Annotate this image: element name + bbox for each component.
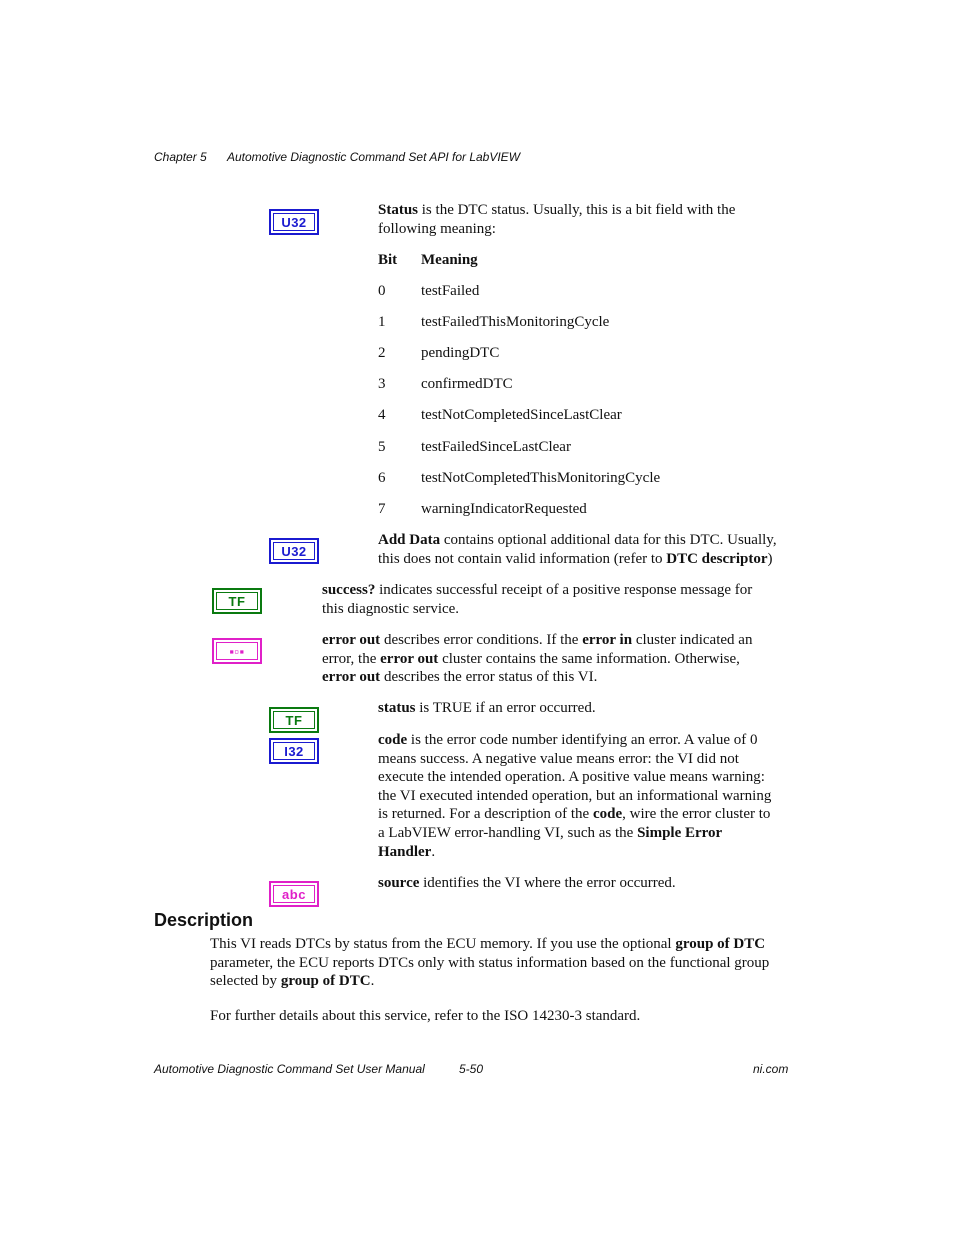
bit-value: 7 xyxy=(378,501,386,517)
error-status-term: status xyxy=(378,700,416,716)
bit-value: 6 xyxy=(378,470,386,486)
i32-indicator-icon: I32 xyxy=(269,738,319,764)
footer-manual-title: Automotive Diagnostic Command Set User Manual xyxy=(154,1062,425,1076)
bit-value: 1 xyxy=(378,314,386,330)
bit-column-header: Bit xyxy=(378,252,398,268)
bit-meaning: testNotCompletedSinceLastClear xyxy=(421,407,622,423)
bit-meaning: confirmedDTC xyxy=(421,376,513,392)
error-out-description: error out describes error conditions. If the error in cluster indicated an error, the error out cluster contains the same information. Otherwise, error out describes the error status of this VI. xyxy=(322,632,753,686)
success-term: success? xyxy=(322,582,376,598)
boolean-indicator-icon: TF xyxy=(212,588,262,614)
status-description: Status is the DTC status. Usually, this is a bit field with the following meaning: xyxy=(378,202,736,237)
bit-meaning: testNotCompletedThisMonitoringCycle xyxy=(421,470,661,486)
bit-meaning: warningIndicatorRequested xyxy=(421,501,587,517)
dtc-descriptor-ref: DTC descriptor xyxy=(666,550,768,567)
u32-indicator-icon: U32 xyxy=(269,209,319,235)
boolean-indicator-icon: TF xyxy=(269,707,319,733)
bit-value: 3 xyxy=(378,376,386,392)
bit-value: 2 xyxy=(378,345,386,361)
error-status-description: status is TRUE if an error occurred. xyxy=(378,700,596,716)
add-data-term: Add Data xyxy=(378,532,441,548)
bit-meaning: testFailedSinceLastClear xyxy=(421,439,571,455)
status-term: Status xyxy=(378,202,419,218)
bit-meaning: testFailed xyxy=(421,283,480,299)
u32-indicator-icon: U32 xyxy=(269,538,319,564)
error-out-term: error out xyxy=(322,632,381,648)
bit-value: 0 xyxy=(378,283,386,299)
further-details-paragraph: For further details about this service, refer to the ISO 14230-3 standard. xyxy=(210,1008,641,1024)
description-paragraph: This VI reads DTCs by status from the ECU memory. If you use the optional group of DTC parameter, the ECU reports DTCs only with status information based on the functional group selected by group of DTC. xyxy=(210,936,770,990)
bit-meaning: pendingDTC xyxy=(421,345,500,361)
success-description: success? indicates successful receipt of a positive response message for this diagnostic service. xyxy=(322,582,753,617)
add-data-description: Add Data contains optional additional data for this DTC. Usually, this does not contain valid information (refer to DTC descriptor) xyxy=(378,532,777,567)
code-description: code is the error code number identifying an error. A value of 0 means success. A negative value means error: the VI did not execute the intended operation. A positive value means warning: the VI executed intended operation, but an informational warning is returned. For a description of the code, wire the error cluster to a LabVIEW error-handling VI, such as the Simple Error Handler. xyxy=(378,732,772,860)
bit-value: 5 xyxy=(378,439,386,455)
source-description: source identifies the VI where the error occurred. xyxy=(378,875,676,891)
string-indicator-icon: abc xyxy=(269,881,319,907)
footer-site-link[interactable]: ni.com xyxy=(753,1062,789,1076)
bit-meaning: testFailedThisMonitoringCycle xyxy=(421,314,610,330)
header-chapter: Chapter 5 xyxy=(154,150,207,164)
source-term: source xyxy=(378,875,420,891)
bit-value: 4 xyxy=(378,407,386,423)
section-heading: Description xyxy=(154,910,254,930)
header-title: Automotive Diagnostic Command Set API for LabVIEW xyxy=(227,150,521,164)
meaning-column-header: Meaning xyxy=(421,252,478,268)
footer-page-number: 5-50 xyxy=(459,1062,484,1076)
code-term: code xyxy=(378,732,408,748)
cluster-indicator-icon: ▪▫▪ xyxy=(212,638,262,664)
